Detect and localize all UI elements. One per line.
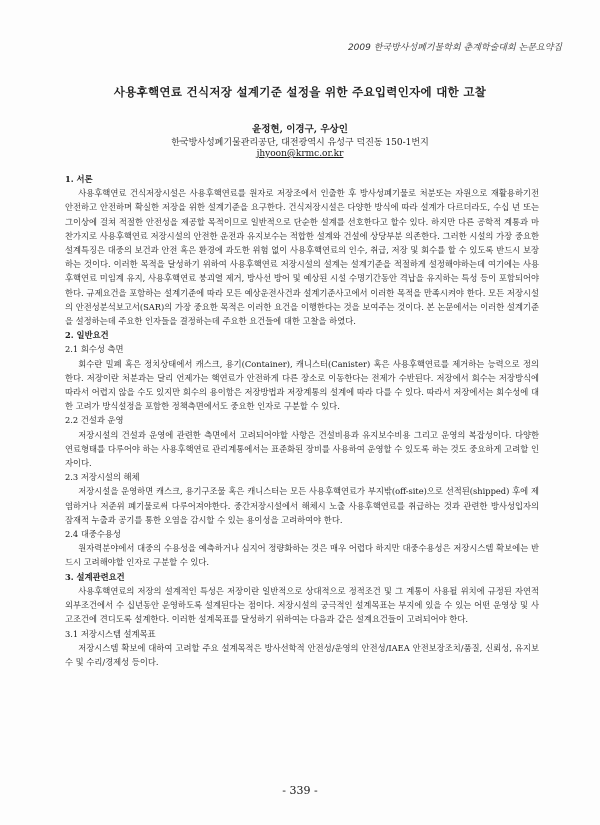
paragraph-design-requirements: 사용후핵연료의 저장의 설계적인 특성은 저장이란 일반적으로 상대적으로 정적조건 및 그 계통이 사용될 위치에 규정된 자연적 외부조건에서 수 십년동안 운영하도록 설계된다는 점이다. 저장시설의 궁극적인 설계목표는 부지에 있을 수 있는 어떤 운영상 및 사고조건에 견디도록 설계한다. 이러한 설계목표를 달성하기 위하여는 다음과 같은 설계요건들이 고려되어야 한다. (65, 585, 539, 625)
subsection-heading-design-objectives: 3.1 저장시스템 설계목표 (65, 628, 156, 639)
paragraph-retrievability: 회수란 밀폐 혹은 정치상태에서 캐스크, 용기(Container), 캐니스터(Canister) 혹은 사용후핵연료를 제거하는 능력으로 정의한다. 저장이란 처분과는 달리 언제가는 핵연료가 안전하게 다른 장소로 이동한다는 전제가 수반된다. 저장에서 회수는 저장방식에 따라서 어렵지 않을 수도 있지만 회수의 용이함은 저장방법과 저장계통의 설계에 따라 다를 수 있다. 따라서 저장에서는 회수성에 대한 고려가 방식설정을 포함한 정책측면에서도 중요한 인자로 구분할 수 있다. (65, 358, 539, 412)
paragraph-construction-operation: 저장시설의 건설과 운영에 관련한 측면에서 고려되어야할 사항은 건설비용과 유지보수비용 그리고 운영의 복잡성이다. 다양한 연료형태를 다루어야 하는 사용후핵연료 관리계통에서는 표준화된 장비를 사용하여 운영할 수 있도록 하는 것도 중요하게 고려할 인자이다. (65, 429, 539, 469)
subsection-heading-construction-operation: 2.2 건설과 운영 (65, 415, 124, 426)
page-number: - 339 - (282, 784, 318, 797)
affiliation: 한국방사성폐기물관리공단, 대전광역시 유성구 덕진동 150-1번지 (171, 138, 429, 148)
section-heading-introduction: 1. 서론 (65, 174, 93, 184)
section-heading-design-requirements: 3. 설계관련요건 (65, 571, 125, 582)
paragraph-decommissioning: 저장시설을 운영하면 캐스크, 용기구조물 혹은 캐니스터는 모든 사용후핵연료가 부지밖(off-site)으로 선적된(shipped) 후에 제염하거나 저준위 폐기물로써 다루어져야한다. 중간저장시설에서 해체시 노출 사용후핵연료를 취급하는 것과 관련한 방사성입자의 잠재적 누출과 공기를 통한 오염을 감시할 수 있는 용이성을 고려하여야 한다. (65, 486, 539, 525)
subsection-heading-retrievability: 2.1 회수성 측면 (65, 344, 124, 355)
section-heading-general-requirements: 2. 일반요건 (65, 330, 109, 341)
running-header: 2009 한국방사성폐기물학회 춘계학술대회 논문요약집 (347, 43, 562, 53)
paper-title: 사용후핵연료 건식저장 설계기준 설정을 위한 주요입력인자에 대한 고찰 (113, 85, 487, 99)
subsection-heading-decommissioning: 2.3 저장시설의 해체 (65, 472, 140, 483)
paragraph-public-acceptance: 원자력분야에서 대중의 수용성을 예측하거나 심지어 정량화하는 것은 매우 어렵다 하지만 대중수용성은 저장시스템 확보에는 반드시 고려해야할 인자로 구분할 수 있다. (65, 543, 539, 568)
author-list: 윤정현, 이경구, 우상인 (252, 124, 348, 135)
paragraph-design-objectives: 저장시스템 확보에 대하여 고려할 주요 설계목적은 방사선학적 안전성/운영의 안전성/IAEA 안전보장조치/품질, 신뢰성, 유지보수 및 수리/경제성 등이다. (65, 642, 539, 667)
author-email: jhyoon@krmc.or.kr (256, 149, 344, 159)
subsection-heading-public-acceptance: 2.4 대중수용성 (65, 529, 121, 540)
paper-body (65, 172, 539, 669)
paragraph-introduction: 사용후핵연료 건식저장시설은 사용후핵연료를 원자로 저장조에서 인출한 후 방사성폐기물로 처분또는 자원으로 재활용하기전 안전하고 안전하며 확실한 저장을 위한 설계기준을 요구한다. 건식저장시설은 다양한 방식에 따라 설계가 다르더라도, 수십 년 또는 그이상에 걸쳐 적절한 안전성을 제공할 목적이므로 일반적으로 단순한 설계를 선호한다고 할수 있다. 하지만 다른 공학적 계통과 마찬가지로 사용후핵연료 저장시설의 안전한 운전과 유지보수는 적합한 설계와 건설에 상당부분 의존한다. 그러한 시설의 가장 중요한 설계특징은 대중의 보건과 안전 혹은 환경에 과도한 위험 없이 사용후핵연료의 인수, 취급, 저장 및 회수를 할 수 있도록 반드시 보장하는 것이다. 이러한 목적을 달성하기 위하여 사용후핵연료 저장시설의 설계는 설계기준을 적절하게 설정해야하는데 여기에는 사용후핵연료 미임계 유지, 사용후핵연료 붕괴열 제거, 방사선 방어 및 예상된 시설 수명기간동안 격납을 유지하는 특성 등이 포함되어야 한다. 규제요건을 포함하는 설계기준에 따라 모든 예상운전사건과 설계기준사고에서 이러한 목적을 만족시켜야 한다. 모든 저장시설의 안전성분석보고서(SAR)의 가장 중요한 목적은 이러한 요건을 이행한다는 것을 보여주는 것이다. 본 논문에서는 이러한 설계기준을 설정하는데 주요한 인자들을 결정하는데 주요한 요건들에 대한 고찰을 하였다. (65, 188, 539, 327)
